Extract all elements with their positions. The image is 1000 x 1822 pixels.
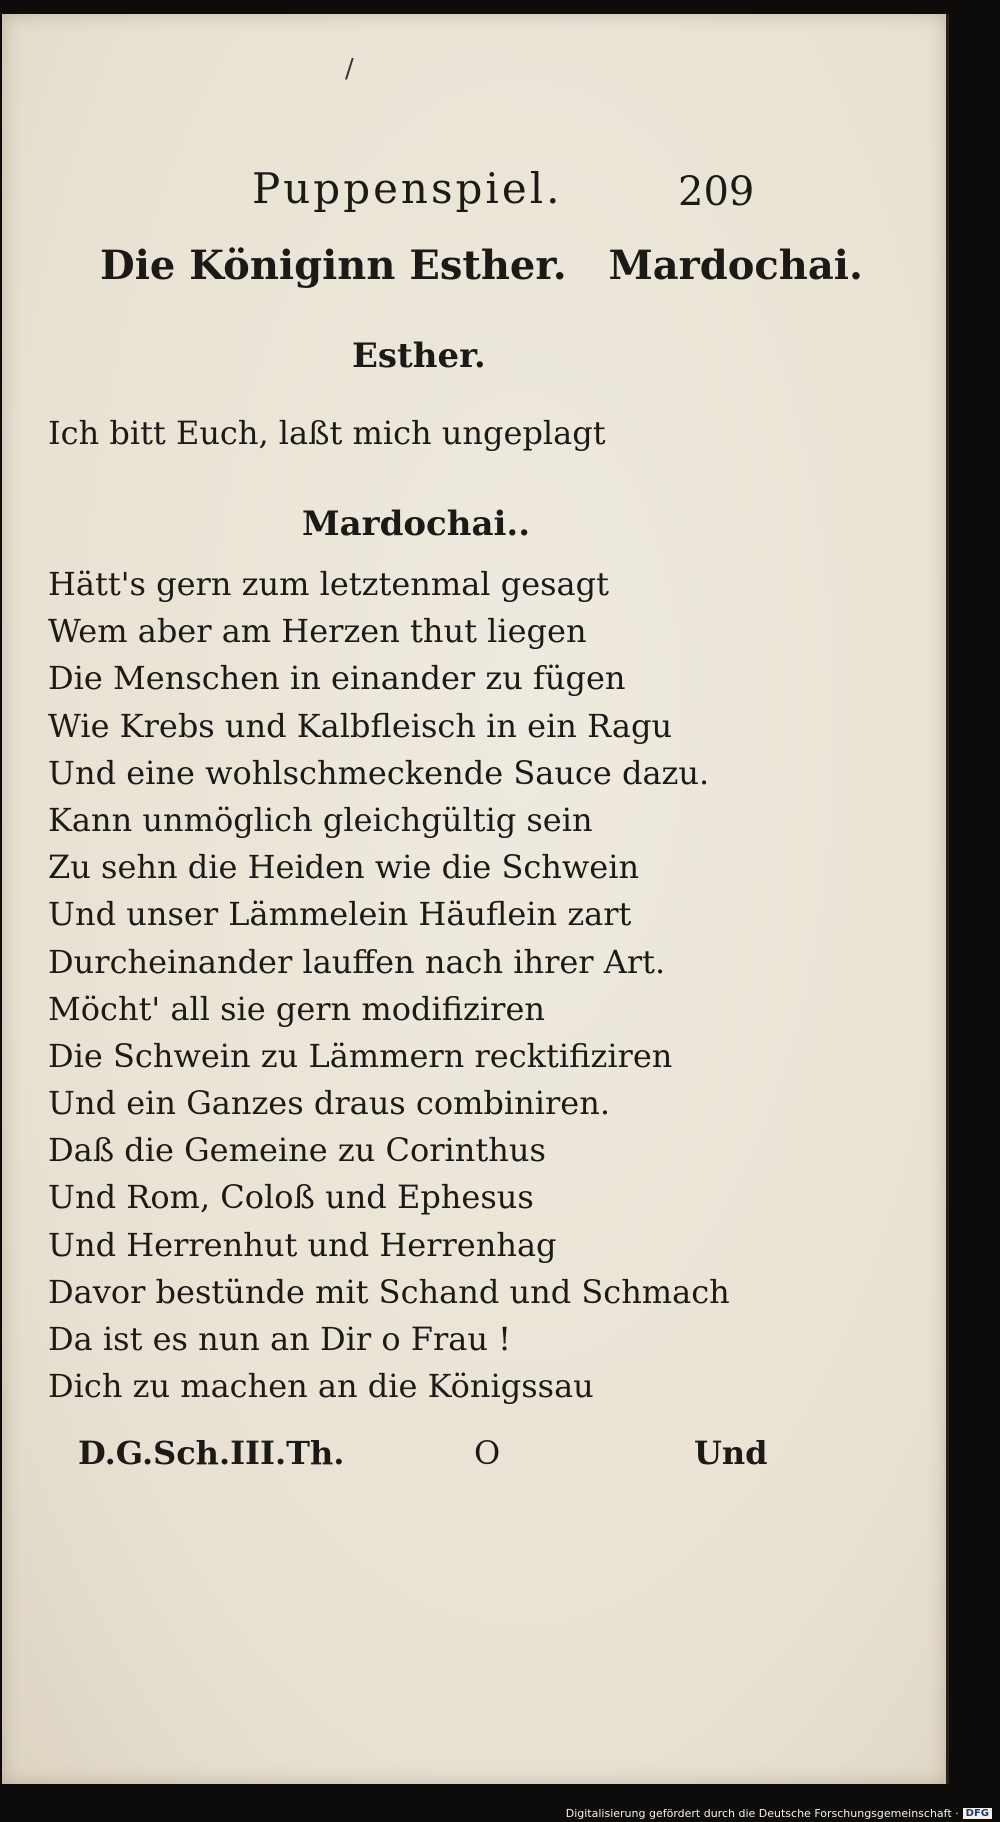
verse-line: Daß die Gemeine zu Corinthus — [48, 1131, 546, 1170]
verse-line: Und ein Ganzes draus combiniren. — [48, 1084, 610, 1123]
credit-text: Digitalisierung gefördert durch die Deutsche Forschungsgemeinschaft · — [565, 1807, 959, 1820]
speaker-esther: Esther. — [352, 336, 486, 376]
verse-list — [48, 561, 730, 1410]
page-number: 209 — [678, 169, 755, 215]
scene-title: Die Königinn Esther. Mardochai. — [100, 242, 863, 289]
tick-mark: / — [345, 54, 354, 84]
verse-line: Davor bestünde mit Schand und Schmach — [48, 1272, 730, 1311]
catchword: Und — [694, 1434, 768, 1472]
signature-mark: D.G.Sch.III.Th. — [78, 1434, 345, 1472]
running-header: Puppenspiel. — [252, 164, 563, 213]
esther-line: Ich bitt Euch, laßt mich ungeplagt — [48, 414, 606, 452]
verse-line: Die Menschen in einander zu fügen — [48, 659, 626, 698]
verse-line: Wem aber am Herzen thut liegen — [48, 612, 587, 651]
verse-line: Und unser Lämmelein Häuflein zart — [48, 895, 632, 934]
digitization-credit — [566, 1807, 992, 1820]
dfg-logo-icon: DFG — [963, 1808, 992, 1819]
verse-line: Und Rom, Coloß und Ephesus — [48, 1178, 534, 1217]
verse-line: Durcheinander lauffen nach ihrer Art. — [48, 942, 666, 981]
book-page — [2, 14, 949, 1784]
verse-line: Dich zu machen an die Königssau — [48, 1367, 594, 1406]
speaker-mardochai: Mardochai.. — [302, 504, 531, 544]
verse-line: Die Schwein zu Lämmern recktifiziren — [48, 1036, 673, 1075]
verse-line: Wie Krebs und Kalbfleisch in ein Ragu — [48, 706, 673, 745]
gathering-mark: O — [474, 1434, 501, 1472]
verse-line: Und Herrenhut und Herrenhag — [48, 1225, 557, 1264]
verse-line: Hätt's gern zum letztenmal gesagt — [48, 565, 609, 603]
verse-line: Möcht' all sie gern modifiziren — [48, 989, 545, 1028]
verse-line: Kann unmöglich gleichgültig sein — [48, 800, 593, 839]
verse-line: Und eine wohlschmeckende Sauce dazu. — [48, 753, 710, 792]
verse-line: Zu sehn die Heiden wie die Schwein — [48, 848, 640, 887]
verse-line: Da ist es nun an Dir o Frau ! — [48, 1320, 511, 1358]
